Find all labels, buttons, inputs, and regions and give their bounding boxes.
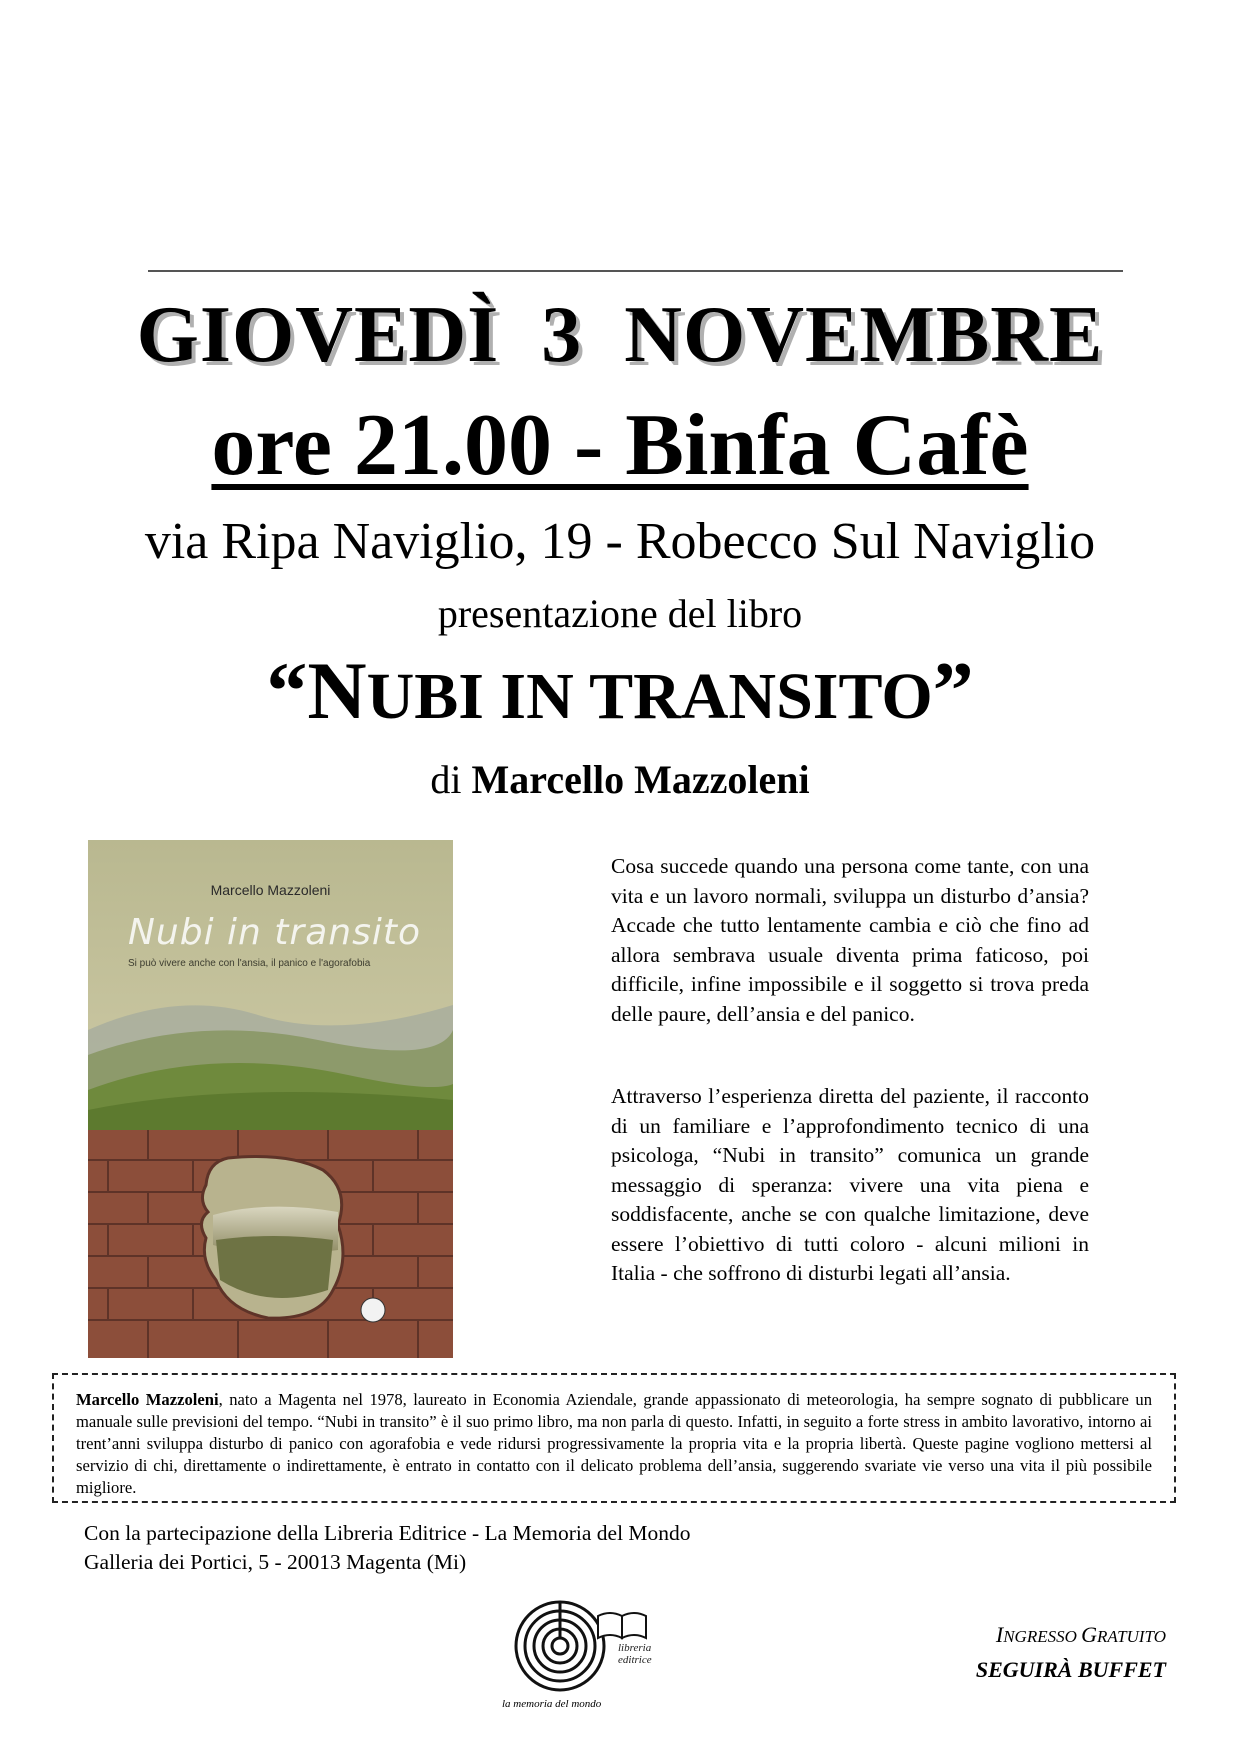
event-date: GIOVEDÌ 3 NOVEMBRE (136, 291, 1104, 379)
logo-side-line-2: editrice (618, 1654, 652, 1666)
book-title-open: “N (266, 645, 367, 736)
book-title-rest: UBI IN TRANSITO (366, 660, 933, 733)
cover-title: Nubi in transito (128, 912, 421, 953)
event-address: via Ripa Naviglio, 19 - Robecco Sul Naviglio (144, 513, 1096, 570)
author-line (0, 756, 1240, 803)
cover-author: Marcello Mazzoleni (210, 882, 331, 898)
cover-subtitle: Si può vivere anche con l'ansia, il panico e l'agorafobia (128, 958, 371, 969)
blurb-paragraph-2: Attraverso l’esperienza diretta del paziente, il racconto di un familiare e l’approfondimento tecnico di una psicologa, “Nubi in transito” comunica un grande messaggio di speranza: vivere una vita piena e soddisfacente, anche se con qualche limitazione, deve essere l’obiettivo di tutti coloro - alcuni milioni in Italia - che soffrono di disturbi legati all’ansia. (611, 1084, 1089, 1285)
entry-info (976, 1618, 1166, 1686)
free-entry (976, 1618, 1166, 1653)
book-title (0, 645, 1240, 736)
time-venue-text: ore 21.00 - Binfa Cafè (211, 397, 1029, 494)
bio-text: , nato a Magenta nel 1978, laureato in Economia Aziendale, grande appassionato di meteorologia, ha sempre sognato di pubblicare un manuale sulle previsioni del tempo. “Nubi in transito” è il suo primo libro, ma non parla di questo. Infatti, in seguito a forte stress in ambito lavorativo, intorno ai trent’anni sviluppa disturbo di panico con agorafobia e vede ridursi progressivamente la propria vita e la propria libertà. Queste pagine vogliono mettersi al servizio di chi, direttamente o indirettamente, è entrato in contatto con il delicato problema dell’ansia, suggerendo svariate vie verso una vita il più possibile migliore. (76, 1390, 1152, 1497)
footer-line-2: Galleria dei Portici, 5 - 20013 Magenta (Mi) (84, 1550, 467, 1574)
book-title-close: ” (932, 645, 974, 736)
logo-side-line-1: libreria (618, 1642, 652, 1654)
logo-side-text (618, 1642, 652, 1666)
top-rule (148, 270, 1123, 272)
footer-credits (84, 1519, 691, 1577)
author-name: Marcello Mazzoleni (471, 757, 810, 802)
buffet-note: SEGUIRÀ BUFFET (975, 1657, 1166, 1682)
blurb-paragraph-1: Cosa succede quando una persona come tante, con una vita e un lavoro normali, sviluppa un disturbo d’ansia? Accade che tutto lentamente cambia e ciò che fino ad allora sembrava usuale diventa prima faticoso, poi difficile, infine impossibile e il soggetto si trova preda delle paure, dell’ansia e del panico. (611, 854, 1089, 1026)
free-entry-i: I (995, 1622, 1004, 1647)
event-time-venue (0, 397, 1240, 494)
book-cover (88, 840, 453, 1358)
bio-name: Marcello Mazzoleni (76, 1390, 219, 1409)
author-bio-box (52, 1373, 1176, 1503)
logo-arc-text: la memoria del mondo (502, 1698, 602, 1710)
presentation-label: presentazione del libro (437, 591, 803, 636)
author-prefix: di (430, 757, 472, 802)
free-entry-ratuito: RATUITO (1097, 1627, 1166, 1646)
footer-line-1: Con la partecipazione della Libreria Editrice - La Memoria del Mondo (84, 1521, 691, 1545)
free-entry-g: G (1081, 1622, 1098, 1647)
free-entry-ngresso: NGRESSO (1003, 1627, 1082, 1646)
